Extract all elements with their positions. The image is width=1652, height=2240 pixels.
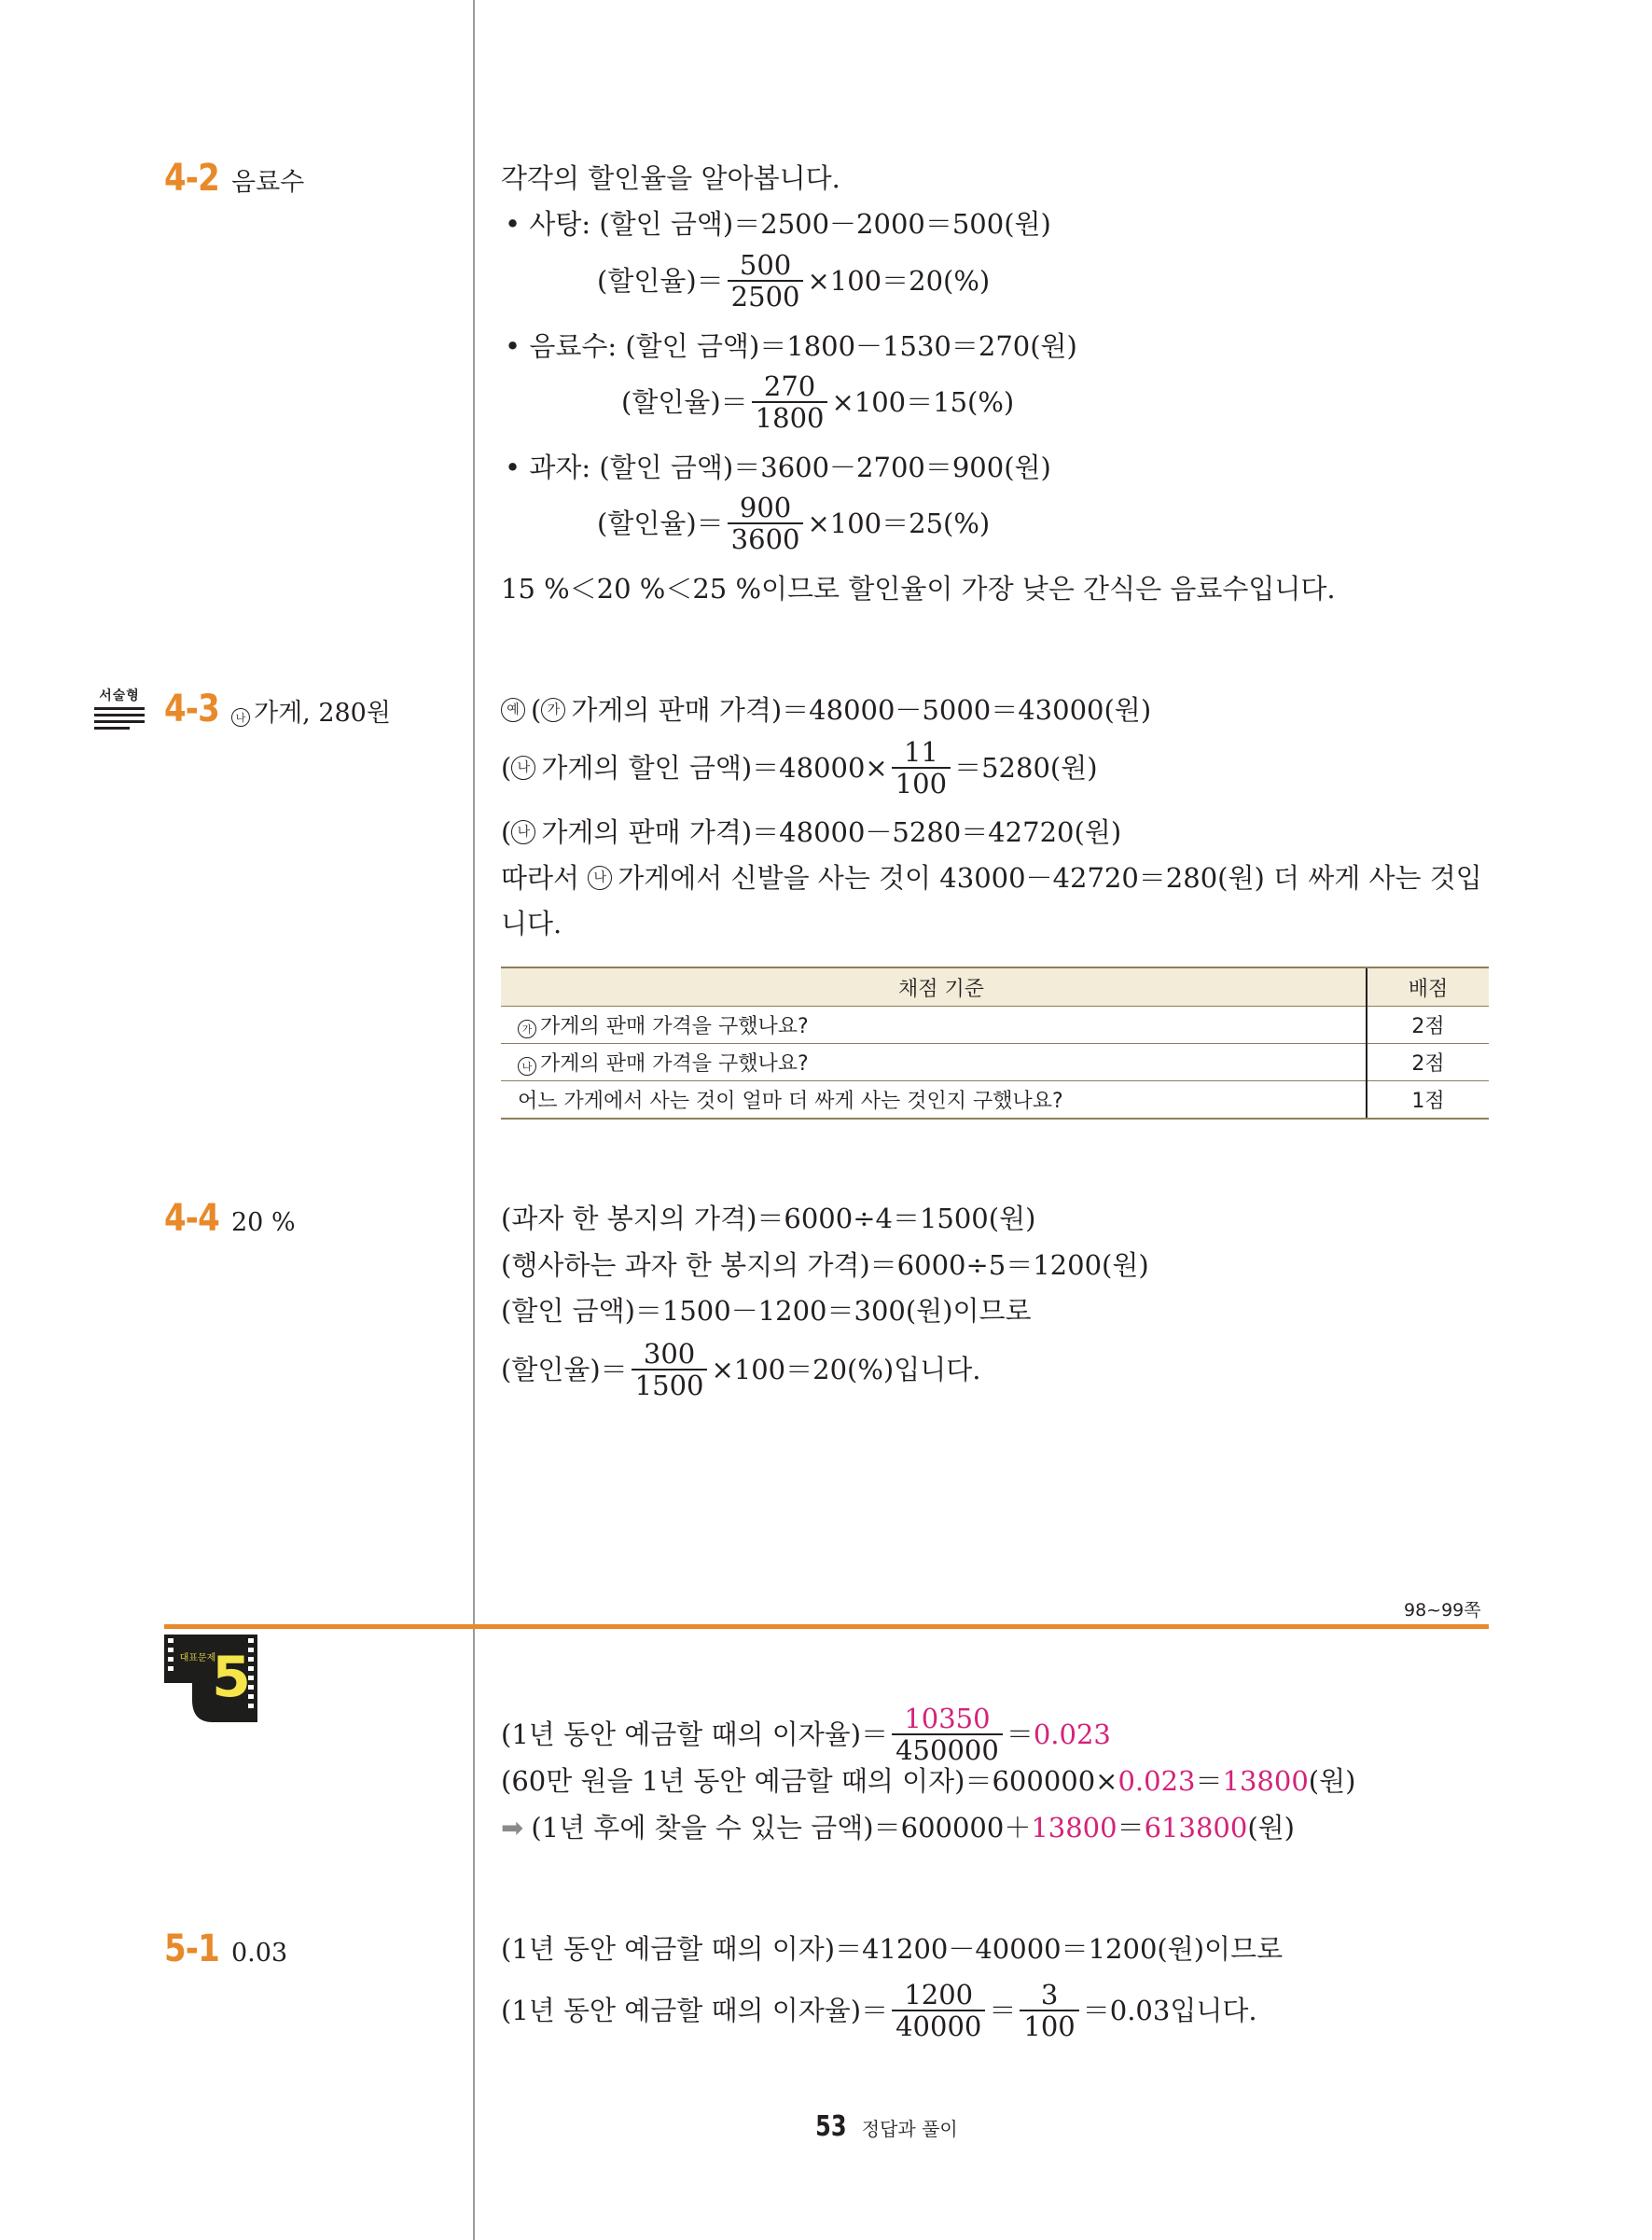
- circled-mark: 예: [501, 698, 525, 722]
- score-header: 배점: [1367, 967, 1489, 1007]
- table-row: 가 가게의 판매 가격을 구했나요? 2점: [501, 1007, 1489, 1044]
- fraction: $\frac{11}{100}$: [892, 737, 951, 799]
- criteria-header: 채점 기준: [501, 967, 1367, 1007]
- solution-line-2: ( 나 가게의 할인 금액)＝48000× $\frac{11}{100}$ ＝5280(원): [501, 736, 1098, 800]
- answer-4-4: [164, 1197, 296, 1240]
- arrow-right-icon: ➡: [501, 1812, 524, 1843]
- table-row: 나 가게의 판매 가격을 구했나요? 2점: [501, 1044, 1489, 1081]
- fraction: $\frac{900}{3600}$: [728, 493, 804, 554]
- table-row: 어느 가게에서 사는 것이 얼마 더 싸게 사는 것인지 구했나요? 1점: [501, 1081, 1489, 1120]
- circled-mark: 나: [231, 708, 250, 727]
- column-divider: [473, 0, 475, 2240]
- answer-text: 음료수: [231, 168, 305, 197]
- circled-mark: 가: [541, 698, 565, 722]
- answer-text: 20 %: [231, 1208, 296, 1237]
- solution-line-3: (할인 금액)＝1500－1200＝300(원)이므로: [501, 1295, 1032, 1327]
- solution-line-1: (1년 동안 예금할 때의 이자)＝41200－40000＝1200(원)이므로: [501, 1933, 1284, 1965]
- answer-4-3: [164, 688, 391, 730]
- solution-line-2: (1년 동안 예금할 때의 이자율)＝ $\frac{1200}{40000}$ ＝ $\frac{3}{100}$ ＝0.03입니다.: [501, 1979, 1257, 2042]
- problem-label: 4-2: [164, 157, 219, 200]
- section-5-badge: [164, 1635, 257, 1722]
- page-number: 53: [815, 2110, 847, 2143]
- fraction: $\frac{3}{100}$: [1020, 1980, 1078, 2041]
- answer-5-1: [164, 1927, 287, 1970]
- circled-mark: 나: [511, 820, 535, 844]
- snack-rate-line: (할인율)＝ $\frac{900}{3600}$ ×100＝25(%): [597, 492, 991, 555]
- circled-mark: 나: [518, 1057, 536, 1076]
- snack-discount-line: • 과자: (할인 금액)＝3600－2700＝900(원): [505, 452, 1051, 483]
- scoring-table: [501, 967, 1489, 1120]
- circled-mark: 나: [588, 866, 612, 890]
- problem-label: 4-4: [164, 1197, 219, 1240]
- circled-mark: 가: [518, 1020, 536, 1038]
- problem-label: 4-3: [164, 688, 219, 730]
- fraction: $\frac{270}{1800}$: [752, 371, 828, 433]
- badge-caption: 대표문제: [179, 1653, 216, 1663]
- solution-intro: 각각의 할인율을 알아봅니다.: [501, 162, 840, 194]
- solution-line-1: (과자 한 봉지의 가격)＝6000÷4＝1500(원): [501, 1203, 1036, 1234]
- solution-line-3: ( 나 가게의 판매 가격)＝48000－5280＝42720(원): [501, 816, 1122, 848]
- descriptive-badge: 서술형: [94, 686, 145, 733]
- footer-title: 정답과 풀이: [861, 2118, 958, 2140]
- drink-rate-line: (할인율)＝ $\frac{270}{1800}$ ×100＝15(%): [621, 370, 1015, 434]
- candy-discount-line: • 사탕: (할인 금액)＝2500－2000＝500(원): [505, 208, 1051, 240]
- solution-line-1: 예 ( 가 가게의 판매 가격)＝48000－5000＝43000(원): [501, 693, 1151, 727]
- solution-line-2: (행사하는 과자 한 봉지의 가격)＝6000÷5＝1200(원): [501, 1249, 1149, 1281]
- sec5-line-3: ➡ (1년 후에 찾을 수 있는 금액)＝600000＋ 13800 ＝ 613800 (원): [501, 1812, 1295, 1843]
- answer-text: 0.03: [231, 1939, 288, 1968]
- solution-line-5: 니다.: [501, 908, 562, 939]
- fraction: $\frac{10350}{450000}$: [892, 1704, 1003, 1765]
- badge-number: 5: [212, 1645, 251, 1710]
- section-divider: [164, 1624, 1489, 1629]
- circled-mark: 나: [511, 756, 535, 780]
- answer-text: 나 가게, 280원: [231, 692, 391, 729]
- solution-line-4: 따라서 나 가게에서 신발을 사는 것이 43000－42720＝280(원) 더 싸게 사는 것입: [501, 862, 1482, 894]
- answer-4-2: [164, 157, 304, 200]
- fraction: $\frac{1200}{40000}$: [892, 1980, 985, 2041]
- table-header: [501, 967, 1489, 1007]
- problem-label: 5-1: [164, 1927, 219, 1970]
- page-footer: [812, 2110, 958, 2143]
- page-reference: 98~99쪽: [1404, 1600, 1481, 1621]
- drink-discount-line: • 음료수: (할인 금액)＝1800－1530＝270(원): [505, 330, 1077, 362]
- solution-line-4: (할인율)＝ $\frac{300}{1500}$ ×100＝20(%)입니다.: [501, 1338, 981, 1401]
- fraction: $\frac{300}{1500}$: [632, 1339, 708, 1400]
- fraction: $\frac{500}{2500}$: [728, 250, 804, 312]
- sec5-line-2: (60만 원을 1년 동안 예금할 때의 이자)＝600000× 0.023 ＝ 13800 (원): [501, 1765, 1356, 1797]
- sec5-line-1: (1년 동안 예금할 때의 이자율)＝ $\frac{10350}{450000}$ ＝ 0.023: [501, 1703, 1111, 1766]
- candy-rate-line: (할인율)＝ $\frac{500}{2500}$ ×100＝20(%): [597, 249, 991, 313]
- conclusion-4-2: 15 %＜20 %＜25 %이므로 할인율이 가장 낮은 간식은 음료수입니다.: [501, 573, 1336, 605]
